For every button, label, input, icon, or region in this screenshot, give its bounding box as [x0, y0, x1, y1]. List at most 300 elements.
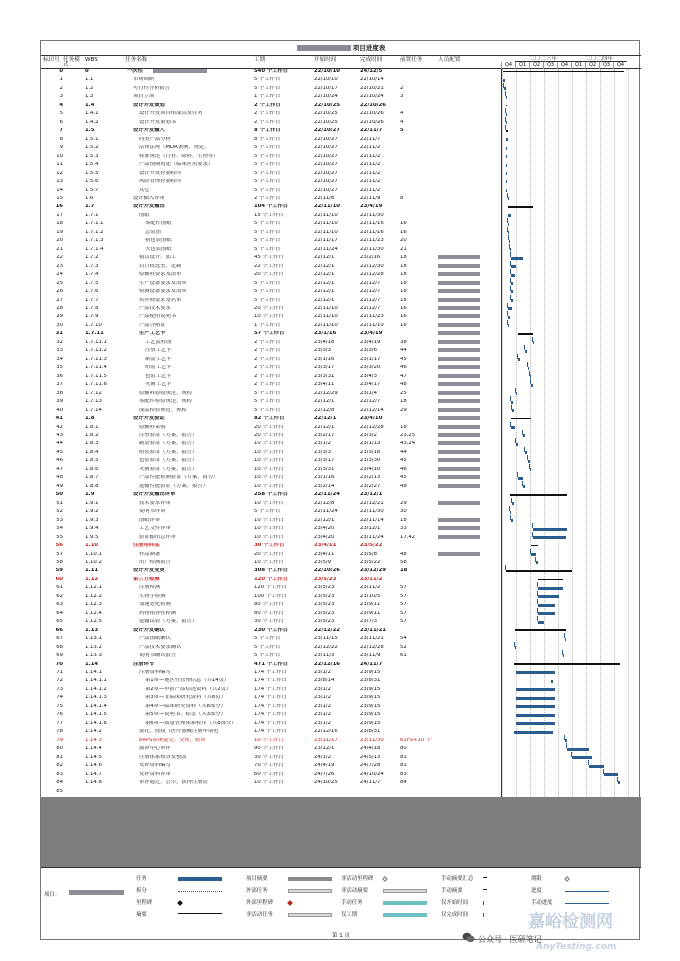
row-duration: 60 个工作日 — [254, 771, 284, 777]
gantt-task-bar[interactable] — [530, 375, 531, 378]
table-row[interactable] — [41, 560, 501, 566]
col-header-name: 任务名称 — [125, 57, 148, 63]
gantt-task-bar[interactable] — [512, 502, 514, 505]
gantt-task-bar[interactable] — [538, 595, 559, 598]
gantt-task-bar[interactable] — [536, 561, 538, 564]
table-row[interactable] — [41, 636, 501, 642]
gantt-task-bar[interactable] — [533, 341, 534, 344]
legend-symbol — [288, 877, 332, 881]
row-task-name: eRPS系统提交，受理，缴费 — [139, 737, 206, 743]
gantt-task-bar[interactable] — [510, 511, 511, 514]
row-id: 83 — [56, 771, 63, 777]
table-row[interactable] — [41, 755, 501, 761]
table-row[interactable] — [41, 171, 501, 177]
table-row[interactable] — [41, 137, 501, 143]
table-row[interactable] — [41, 738, 501, 744]
row-task-name: 加速老化检测 — [139, 602, 171, 608]
gantt-dependency-line — [588, 760, 589, 765]
gantt-task-bar[interactable] — [516, 722, 555, 725]
row-wbs: 1.11 — [85, 568, 99, 574]
table-row[interactable] — [41, 306, 501, 312]
table-row[interactable] — [41, 77, 501, 83]
gantt-dependency-line — [510, 252, 511, 257]
gantt-task-bar[interactable] — [525, 350, 526, 353]
gantt-task-bar[interactable] — [518, 477, 522, 480]
gantt-summary-bar[interactable] — [511, 418, 531, 420]
row-finish: 22/11/2 — [360, 179, 381, 185]
gantt-dependency-line — [510, 269, 511, 274]
table-row[interactable] — [41, 281, 501, 287]
gantt-task-bar[interactable] — [511, 265, 515, 268]
table-row[interactable] — [41, 653, 501, 659]
gantt-summary-bar[interactable] — [506, 130, 508, 132]
row-wbs: 1.8.3 — [85, 441, 99, 447]
gantt-dependency-line — [505, 125, 506, 130]
table-row[interactable] — [41, 763, 501, 769]
table-row[interactable] — [41, 695, 501, 701]
gantt-dependency-line — [505, 91, 506, 96]
row-wbs: 1.4.1 — [85, 111, 99, 117]
gantt-task-bar[interactable] — [551, 680, 554, 683]
table-row[interactable] — [41, 103, 501, 109]
row-task-name: 灭菌工艺卡 — [145, 382, 172, 388]
table-row[interactable] — [41, 458, 501, 464]
table-row[interactable] — [41, 535, 501, 541]
row-finish: 23/3/30 — [360, 458, 381, 464]
table-row[interactable] — [41, 289, 501, 295]
legend-item — [246, 876, 346, 882]
table-row[interactable] — [41, 247, 501, 253]
row-start: 22/10/10 — [314, 77, 338, 83]
gantt-task-bar[interactable] — [508, 231, 509, 234]
row-duration: 5 个工作日 — [254, 636, 281, 642]
gantt-dependency-line — [511, 405, 512, 410]
row-wbs: 1.12.4 — [85, 610, 102, 616]
gantt-dependency-line — [510, 295, 511, 300]
row-predecessors: 61 — [400, 653, 407, 659]
table-row[interactable] — [41, 780, 501, 786]
watermark-url: AnyTesting.com — [536, 942, 617, 952]
table-row[interactable] — [41, 331, 501, 337]
table-row[interactable] — [41, 721, 501, 727]
row-start: 22/11/10 — [314, 204, 340, 210]
gantt-task-bar[interactable] — [533, 528, 567, 531]
gantt-task-bar[interactable] — [515, 646, 516, 649]
table-row[interactable] — [41, 408, 501, 414]
row-task-name: 发补资料评审 — [139, 771, 171, 777]
table-row[interactable] — [41, 475, 501, 481]
table-row[interactable] — [41, 789, 501, 795]
table-row[interactable] — [41, 729, 501, 735]
gantt-task-bar[interactable] — [508, 214, 511, 217]
gantt-task-bar[interactable] — [531, 553, 535, 556]
row-predecessors: 16 — [400, 322, 407, 328]
table-row[interactable] — [41, 619, 501, 625]
table-row[interactable] — [41, 128, 501, 134]
gantt-task-bar[interactable] — [511, 257, 523, 260]
row-finish: 22/11/23 — [360, 238, 384, 244]
table-row[interactable] — [41, 712, 501, 718]
row-finish: 23/1/13 — [360, 441, 381, 447]
table-row[interactable] — [41, 365, 501, 371]
row-finish: 22/11/16 — [360, 221, 384, 227]
redacted-company-name — [297, 45, 351, 51]
gantt-task-bar[interactable] — [563, 654, 564, 657]
legend-symbol — [565, 903, 609, 904]
gantt-task-bar[interactable] — [511, 401, 512, 404]
gantt-task-bar[interactable] — [506, 155, 507, 158]
legend-symbol — [288, 913, 332, 917]
gantt-task-bar[interactable] — [508, 307, 512, 310]
gantt-task-bar[interactable] — [506, 96, 507, 99]
row-finish: 23/3/16 — [360, 449, 381, 455]
row-start: 22/12/22 — [314, 627, 340, 633]
row-id: 63 — [56, 602, 63, 608]
gantt-task-bar[interactable] — [511, 274, 515, 277]
legend-label: 拆分 — [136, 888, 147, 894]
row-finish: 23/9/11 — [360, 602, 381, 608]
gantt-task-bar[interactable] — [538, 621, 544, 624]
row-finish: 23/5/22 — [360, 543, 383, 549]
gantt-task-bar[interactable] — [523, 434, 525, 437]
row-id: 21 — [56, 246, 63, 252]
gantt-task-bar[interactable] — [511, 519, 512, 522]
gantt-task-bar[interactable] — [572, 756, 592, 759]
legend-item — [136, 888, 236, 894]
table-row[interactable] — [41, 611, 501, 617]
table-row[interactable] — [41, 509, 501, 515]
gantt-task-bar[interactable] — [511, 290, 512, 293]
gantt-task-bar[interactable] — [506, 180, 507, 183]
gantt-dependency-line — [530, 379, 531, 384]
gantt-gridline — [614, 69, 615, 797]
row-duration: 174 个工作日 — [254, 686, 287, 692]
row-wbs: 1.7 — [85, 204, 95, 210]
row-id: 7 — [59, 128, 63, 134]
gantt-task-bar[interactable] — [508, 316, 510, 319]
table-row[interactable] — [41, 213, 501, 219]
table-row[interactable] — [41, 467, 501, 473]
table-row[interactable] — [41, 323, 501, 329]
table-row[interactable] — [41, 450, 501, 456]
table-row[interactable] — [41, 645, 501, 651]
gantt-task-bar[interactable] — [523, 485, 525, 488]
row-id: 79 — [56, 737, 63, 743]
row-predecessors: 2 — [400, 85, 404, 91]
gantt-dependency-line — [514, 642, 515, 647]
gantt-task-bar[interactable] — [516, 688, 555, 691]
gantt-task-bar[interactable] — [518, 358, 519, 361]
table-row[interactable] — [41, 526, 501, 532]
row-wbs: 1.9.4 — [85, 526, 99, 532]
table-row[interactable] — [41, 518, 501, 524]
table-row[interactable] — [41, 94, 501, 100]
gantt-task-bar[interactable] — [511, 426, 515, 429]
legend-symbol — [382, 876, 388, 882]
table-row[interactable] — [41, 314, 501, 320]
row-start: 23/3/3 — [314, 348, 332, 354]
gantt-task-bar[interactable] — [604, 773, 618, 776]
table-row[interactable] — [41, 577, 501, 583]
row-duration: 20 个工作日 — [254, 424, 284, 430]
gantt-summary-bar[interactable] — [515, 629, 566, 631]
row-duration: 1 个工作日 — [254, 322, 281, 328]
gantt-task-bar[interactable] — [530, 468, 532, 471]
gantt-task-bar[interactable] — [506, 164, 507, 167]
gantt-dependency-line — [510, 515, 511, 520]
gantt-task-bar[interactable] — [510, 248, 511, 251]
row-finish: 23/12/29 — [360, 568, 386, 574]
gantt-dependency-line — [510, 422, 511, 427]
gantt-task-bar[interactable] — [528, 367, 529, 370]
row-start: 22/12/1 — [314, 517, 335, 523]
row-start: 23/4/11 — [314, 543, 337, 549]
gantt-task-bar[interactable] — [565, 638, 566, 641]
table-row[interactable] — [41, 670, 501, 676]
gantt-task-bar[interactable] — [506, 138, 508, 141]
gantt-task-bar[interactable] — [538, 612, 555, 615]
gantt-task-bar[interactable] — [506, 189, 507, 192]
gantt-task-bar[interactable] — [506, 113, 507, 116]
table-row[interactable] — [41, 230, 501, 236]
row-task-name: 检测设备要求及清单 — [139, 289, 187, 295]
table-row[interactable] — [41, 162, 501, 168]
table-row[interactable] — [41, 704, 501, 710]
row-start: 22/11/17 — [314, 238, 338, 244]
table-row[interactable] — [41, 86, 501, 92]
row-task-name: 标准规范（行业、降料、生物等） — [139, 153, 219, 159]
gantt-task-bar[interactable] — [506, 147, 507, 150]
table-row[interactable] — [41, 255, 501, 261]
legend-label: 仅开始时间 — [441, 900, 468, 906]
table-row[interactable] — [41, 662, 501, 668]
table-row[interactable] — [41, 484, 501, 490]
table-row[interactable] — [41, 348, 501, 354]
table-row[interactable] — [41, 552, 501, 558]
table-row[interactable] — [41, 501, 501, 507]
gantt-task-bar[interactable] — [509, 240, 510, 243]
row-task-name: 项目立项 — [133, 94, 155, 100]
table-row[interactable] — [41, 264, 501, 270]
row-predecessors: 46 — [400, 466, 407, 472]
row-wbs: 1.2 — [85, 85, 94, 91]
row-finish: 23/4/17 — [360, 382, 381, 388]
redacted-resource — [438, 501, 480, 505]
row-id: 73 — [56, 686, 63, 692]
table-row[interactable] — [41, 568, 501, 574]
table-row[interactable] — [41, 145, 501, 151]
row-task-name: 市场调研 — [133, 77, 155, 83]
row-predecessors: 81 — [400, 763, 407, 769]
gantt-task-bar[interactable] — [508, 197, 509, 200]
row-task-name: 设计开发输出 — [133, 204, 165, 210]
table-row[interactable] — [41, 196, 501, 202]
row-start: 23/4/11 — [314, 382, 335, 388]
row-id: 40 — [56, 407, 63, 413]
timeline-quarter: Q3 — [599, 62, 613, 69]
row-task-name: 制袋验证（方案、报告） — [139, 441, 198, 447]
row-start: 22/11/8 — [314, 195, 335, 201]
table-row[interactable] — [41, 382, 501, 388]
row-id: 50 — [55, 492, 63, 498]
table-row[interactable] — [41, 221, 501, 227]
row-id: 44 — [56, 441, 63, 447]
gantt-task-bar[interactable] — [516, 443, 518, 446]
gantt-summary-bar[interactable] — [531, 545, 537, 547]
row-duration: 10 个工作日 — [254, 526, 284, 532]
table-row[interactable] — [41, 441, 501, 447]
gantt-summary-bar[interactable] — [518, 333, 532, 335]
table-row[interactable] — [41, 628, 501, 634]
gantt-summary-bar[interactable] — [508, 206, 533, 208]
table-row[interactable] — [41, 188, 501, 194]
gantt-task-bar[interactable] — [525, 451, 527, 454]
table-row[interactable] — [41, 272, 501, 278]
redacted-resource — [438, 272, 480, 276]
row-finish: 24/11/7 — [360, 661, 383, 667]
gantt-task-bar[interactable] — [565, 739, 567, 742]
row-task-name: 同类产品分析 — [139, 136, 171, 142]
table-row[interactable] — [41, 357, 501, 363]
row-task-name: 组装验证（方案、报告） — [139, 449, 198, 455]
table-row[interactable] — [41, 585, 501, 591]
gantt-task-bar[interactable] — [538, 604, 555, 607]
table-row[interactable] — [41, 678, 501, 684]
row-predecessors: 57 — [400, 593, 407, 599]
gantt-task-bar[interactable] — [506, 121, 507, 124]
gantt-task-bar[interactable] — [506, 172, 507, 175]
row-wbs: 1.7.11 — [85, 331, 104, 337]
row-id: 80 — [56, 746, 63, 752]
gantt-task-bar[interactable] — [516, 697, 555, 700]
row-start: 23/4/11 — [314, 551, 335, 557]
gantt-task-bar[interactable] — [508, 324, 509, 327]
row-finish: 23/3/2 — [360, 433, 378, 438]
row-task-name: 供应商要求及名单 — [139, 297, 182, 303]
table-row[interactable] — [41, 340, 501, 346]
row-id: 61 — [56, 585, 63, 591]
gantt-task-bar[interactable] — [511, 299, 512, 302]
table-row[interactable] — [41, 425, 501, 431]
gantt-summary-bar[interactable] — [506, 570, 572, 572]
table-row[interactable] — [41, 69, 501, 75]
gantt-task-bar[interactable] — [504, 87, 505, 90]
table-row[interactable] — [41, 416, 501, 422]
gantt-task-bar[interactable] — [514, 731, 554, 734]
gantt-task-bar[interactable] — [618, 781, 620, 784]
table-row[interactable] — [41, 111, 501, 117]
legend-symbol — [177, 900, 183, 906]
gantt-task-bar[interactable] — [516, 671, 555, 674]
gantt-summary-bar[interactable] — [510, 494, 567, 496]
table-row[interactable] — [41, 298, 501, 304]
row-finish: 23/9/15 — [360, 712, 381, 718]
table-row[interactable] — [41, 204, 501, 210]
gantt-task-bar[interactable] — [538, 587, 563, 590]
gantt-dependency-line — [603, 769, 604, 774]
table-row[interactable] — [41, 391, 501, 397]
row-start: 22/12/1 — [314, 399, 335, 405]
gantt-task-bar[interactable] — [512, 409, 513, 412]
row-start: 22/12/1 — [314, 255, 335, 261]
gantt-task-bar[interactable] — [531, 384, 532, 387]
row-predecessors: 18 — [400, 280, 407, 286]
row-start: 23/1/2 — [314, 712, 332, 718]
gantt-summary-bar[interactable] — [506, 105, 507, 107]
legend-item — [441, 912, 541, 918]
gantt-task-bar[interactable] — [567, 748, 588, 751]
gantt-task-bar[interactable] — [516, 392, 517, 395]
table-row[interactable] — [41, 374, 501, 380]
row-duration: 5 个工作日 — [254, 509, 281, 515]
table-row[interactable] — [41, 594, 501, 600]
table-row[interactable] — [41, 492, 501, 498]
row-predecessors: 17,42 — [400, 534, 416, 540]
gantt-dependency-line — [507, 303, 508, 308]
row-wbs: 1.8.1 — [85, 424, 99, 430]
table-row[interactable] — [41, 154, 501, 160]
gantt-task-bar[interactable] — [589, 765, 604, 768]
gantt-summary-bar[interactable] — [538, 579, 563, 581]
row-wbs: 1.9.1 — [85, 500, 99, 506]
row-predecessors: 25 — [400, 390, 407, 396]
table-row[interactable] — [41, 120, 501, 126]
row-wbs: 1.14.1.4 — [85, 703, 107, 709]
gantt-dependency-line — [566, 743, 567, 748]
gantt-dependency-line — [509, 244, 510, 249]
row-predecessors: 5 — [400, 128, 404, 134]
table-row[interactable] — [41, 746, 501, 752]
gantt-task-bar[interactable] — [511, 282, 512, 285]
legend-symbol — [383, 913, 427, 917]
row-start: 22/12/1 — [314, 424, 335, 430]
table-row[interactable] — [41, 543, 501, 549]
row-start: 23/5/23 — [314, 619, 335, 625]
table-row[interactable] — [41, 238, 501, 244]
gantt-summary-bar[interactable] — [503, 71, 624, 73]
row-task-name: 审评通过，公示，获得注册证 — [139, 780, 208, 786]
gantt-task-bar[interactable] — [503, 79, 504, 82]
table-row[interactable] — [41, 179, 501, 185]
gantt-task-bar[interactable] — [516, 705, 555, 708]
table-row[interactable] — [41, 433, 501, 439]
row-finish: 23/5/8 — [360, 551, 378, 557]
gantt-task-bar[interactable] — [533, 536, 566, 539]
row-id: 36 — [56, 373, 63, 379]
row-predecessors: 43,24 — [400, 441, 416, 447]
legend-symbol — [178, 877, 222, 881]
row-duration: 2 个工作日 — [254, 195, 281, 201]
row-wbs: 1.13.3 — [85, 653, 102, 659]
row-start: 22/12/16 — [314, 729, 338, 735]
row-wbs: 1.10.2 — [85, 559, 102, 565]
row-wbs: 1.7.12 — [85, 390, 102, 396]
gantt-task-bar[interactable] — [528, 460, 530, 463]
row-start: 23/11/15 — [314, 636, 338, 642]
table-row[interactable] — [41, 687, 501, 693]
gantt-summary-bar[interactable] — [514, 663, 620, 665]
gantt-task-bar[interactable] — [516, 714, 555, 717]
gantt-task-bar[interactable] — [508, 223, 509, 226]
table-row[interactable] — [41, 399, 501, 405]
table-row[interactable] — [41, 772, 501, 778]
table-row[interactable] — [41, 602, 501, 608]
row-finish: 24/12/5 — [360, 69, 383, 74]
timeline-quarter: Q4 — [613, 62, 627, 69]
row-predecessors: 18 — [400, 255, 407, 261]
redacted-resource — [438, 357, 480, 361]
row-duration: 174 个工作日 — [254, 729, 287, 735]
